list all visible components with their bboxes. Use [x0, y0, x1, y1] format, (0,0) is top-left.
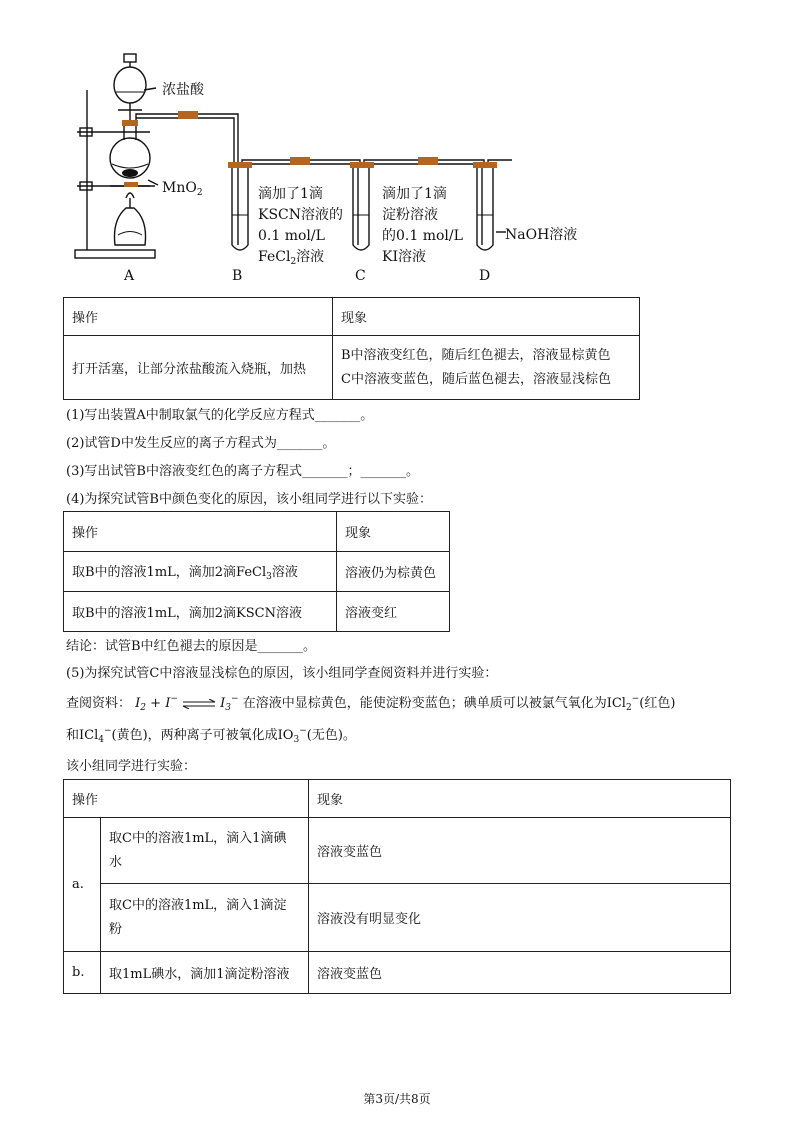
observation-table-1 [63, 297, 640, 400]
tube-b-note-line4 [258, 247, 343, 273]
tube-c-note-line4: KI溶液 [382, 249, 426, 265]
table3-a2-op-line2: 粉 [109, 921, 123, 937]
conclusion-line: 结论：试管B中红色褪去的原因是_______。 [66, 639, 317, 654]
eq-i3-sup: − [231, 694, 239, 704]
io3-sub: 3 [293, 735, 300, 745]
table2-row1-phen: 溶液仍为棕黄色 [337, 552, 450, 592]
table1-op-cell: 打开活塞，让部分浓盐酸流入烧瓶，加热 [64, 336, 333, 400]
tube-b-note [258, 184, 343, 273]
observation-table-3 [63, 779, 731, 994]
reference-sentence-1: 在溶液中显棕黄色，能使淀粉变蓝色；碘单质可以被氯气氧化为ICl [242, 696, 626, 711]
tube-c-note [382, 184, 463, 268]
table3-a1-op [101, 818, 309, 884]
table3-a2-op [101, 884, 309, 952]
question-5: (5)为探究试管C中溶液显浅棕色的原因，该小组同学查阅资料并进行实验： [66, 666, 498, 681]
tube-b-note-line2: KSCN溶液的 [258, 207, 344, 223]
page-footer: 第3页/共8页 [363, 1092, 431, 1106]
equilibrium-arrow-icon [182, 699, 216, 709]
tube-c-note-line1: 滴加了1滴 [382, 186, 447, 202]
table1-header-phen: 现象 [333, 298, 640, 336]
table3-a-label: a. [64, 818, 101, 952]
table2-row2-phen: 溶液变红 [337, 592, 450, 632]
icl4-sub: 4 [98, 735, 104, 745]
apparatus-label-a: A [124, 268, 135, 284]
table3-b-phen: 溶液变蓝色 [309, 952, 731, 994]
eq-i3-sub: 3 [225, 703, 232, 713]
apparatus-label-c: C [355, 268, 366, 284]
table2-row1-op-text: 取B中的溶液1mL，滴加2滴FeCl [72, 565, 267, 580]
icl2-sub: 2 [625, 703, 632, 713]
table3-b-label: b. [64, 952, 101, 994]
mno2-text: MnO [162, 180, 197, 196]
table2-row1-op-tail: 溶液 [271, 565, 298, 580]
fecl-text: FeCl [258, 249, 291, 265]
reference-line2-b: (黄色)，两种离子可被氧化成IO [111, 728, 294, 743]
table2-row1-op [64, 552, 337, 592]
eq-iodide-sup: − [170, 694, 178, 704]
eq-i2-sub: 2 [140, 703, 147, 713]
equilibrium-equation [135, 696, 243, 711]
table3-header-phen: 现象 [309, 780, 731, 818]
table2-row2-op: 取B中的溶液1mL，滴加2滴KSCN溶液 [64, 592, 337, 632]
icl2-sup: − [631, 694, 640, 704]
naoh-label: NaOH溶液 [505, 227, 578, 243]
table2-header-phen: 现象 [337, 512, 450, 552]
tube-c-note-line3: 的0.1 mol/L [382, 228, 463, 244]
tube-b-note-line3: 0.1 mol/L [258, 228, 325, 244]
reference-line-2 [66, 724, 356, 745]
mno2-subscript: 2 [196, 188, 203, 198]
reference-sentence-1-tail: (红色) [639, 696, 676, 711]
question-4: (4)为探究试管B中颜色变化的原因，该小组同学进行以下实验： [66, 492, 432, 507]
fecl2-subscript: 2 [290, 257, 297, 267]
table3-a1-phen: 溶液变蓝色 [309, 818, 731, 884]
table1-phen-line-c: C中溶液变蓝色，随后蓝色褪去，溶液显浅棕色 [341, 371, 611, 387]
eq-plus-iodide: + I [146, 696, 171, 711]
mno2-label [162, 180, 203, 198]
icl4-sup: − [103, 726, 112, 736]
table3-a2-phen: 溶液没有明显变化 [309, 884, 731, 952]
table3-header-op: 操作 [64, 780, 309, 818]
reference-lead: 查阅资料： [66, 696, 132, 711]
table1-header-op: 操作 [64, 298, 333, 336]
reference-line2-c: (无色)。 [306, 728, 356, 743]
apparatus-label-b: B [232, 268, 243, 284]
table3-a1-op-line1: 取C中的溶液1mL，滴入1滴碘 [109, 830, 287, 846]
fecl3-subscript: 3 [266, 572, 272, 582]
experiment-intro: 该小组同学进行实验： [66, 759, 197, 774]
eq-i2: I [135, 696, 141, 711]
table3-a2-op-line1: 取C中的溶液1mL，滴入1滴淀 [109, 897, 287, 913]
table1-phen-line-b: B中溶液变红色，随后红色褪去，溶液显棕黄色 [341, 347, 611, 363]
eq-i3: I [220, 696, 226, 711]
tube-c-note-line2: 淀粉溶液 [382, 207, 438, 223]
apparatus-label-d: D [479, 268, 491, 284]
table1-phen-cell [333, 336, 640, 400]
fecl-solution-text: 溶液 [296, 249, 325, 265]
question-2: (2)试管D中发生反应的离子方程式为_______。 [66, 436, 336, 451]
reference-line-1 [66, 692, 675, 713]
table2-header-op: 操作 [64, 512, 337, 552]
question-1: (1)写出装置A中制取氯气的化学反应方程式_______。 [66, 408, 374, 423]
table3-b-op: 取1mL碘水，滴加1滴淀粉溶液 [101, 952, 309, 994]
observation-table-2 [63, 511, 450, 632]
conc-hcl-label: 浓盐酸 [162, 82, 204, 98]
io3-sup: − [299, 726, 307, 736]
table3-a1-op-line2: 水 [109, 854, 123, 870]
reference-line2-a: 和ICl [66, 728, 99, 743]
tube-b-note-line1: 滴加了1滴 [258, 186, 323, 202]
question-3: (3)写出试管B中溶液变红色的离子方程式_______；_______。 [66, 464, 419, 479]
